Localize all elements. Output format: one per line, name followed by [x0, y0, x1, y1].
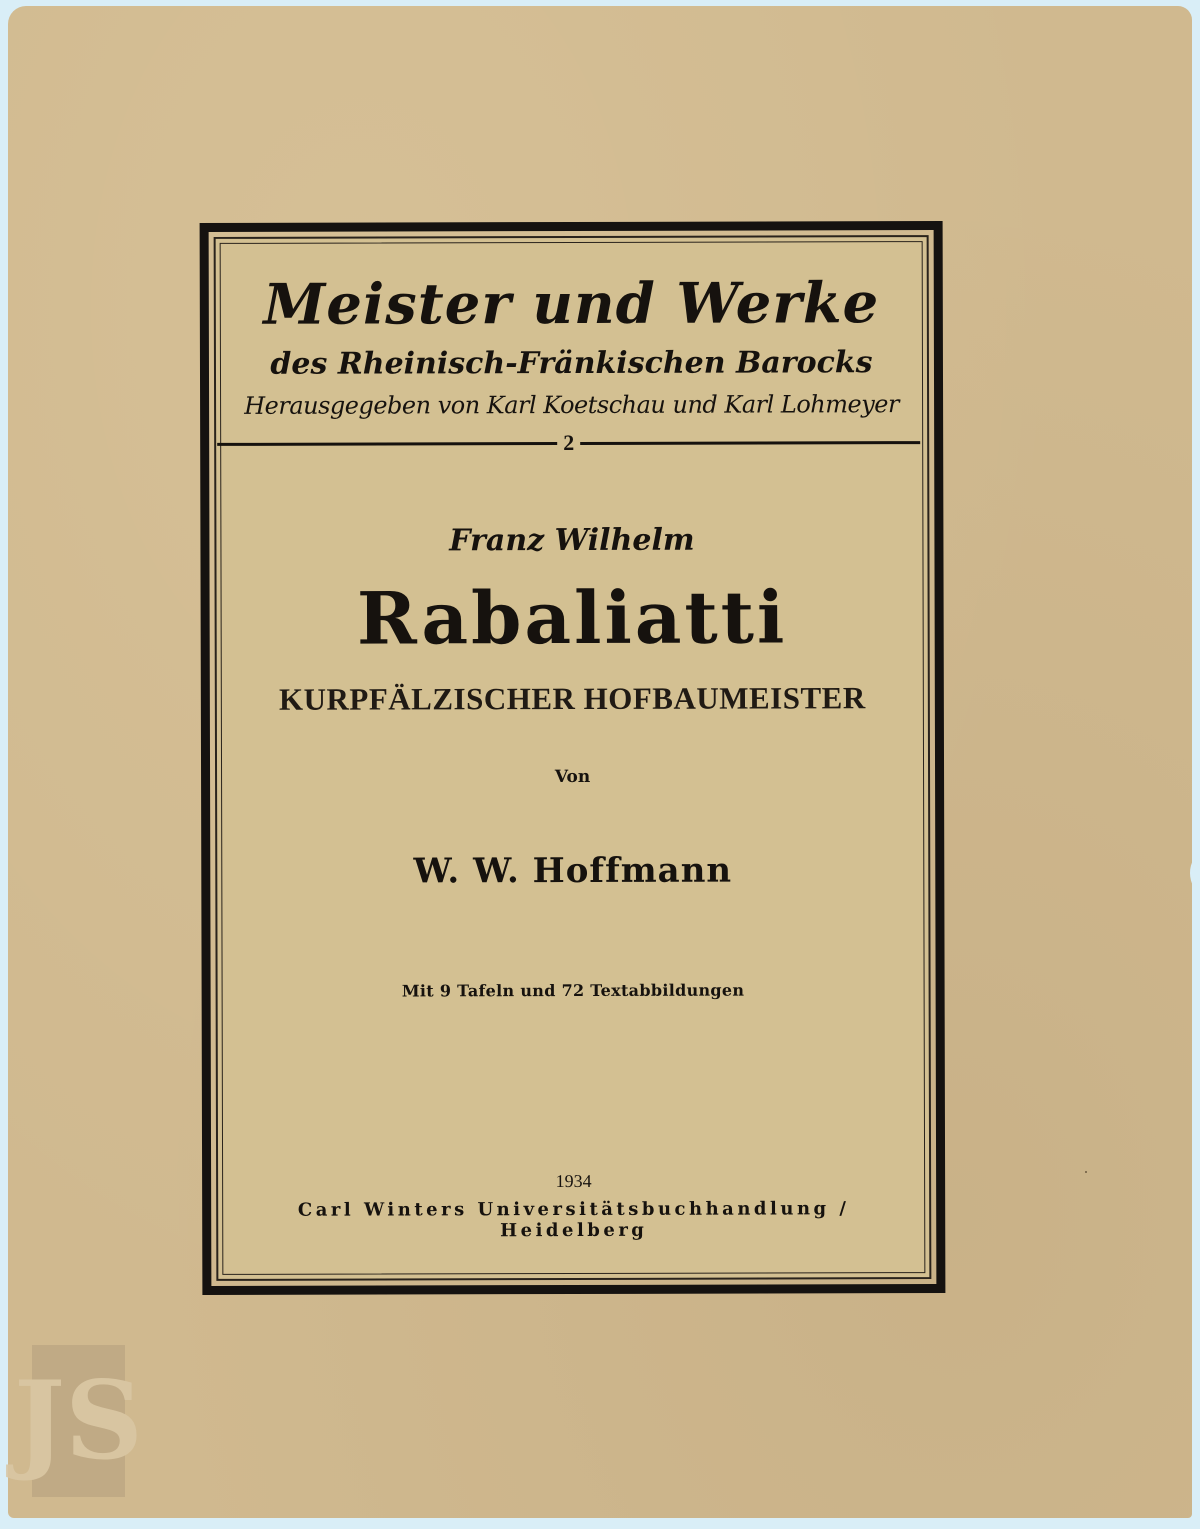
logo-text: JS [13, 1358, 144, 1484]
paper-speck [1085, 1171, 1087, 1173]
editors-line: Herausgegeben von Karl Koetschau und Karl Lohmeyer [244, 390, 899, 420]
subject-surname: Rabaliatti [356, 574, 788, 661]
volume-divider [217, 429, 920, 456]
series-title: Meister und Werke [263, 270, 880, 338]
frame-double-rule [214, 235, 932, 1281]
divider-rule-left [217, 442, 557, 446]
by-label: Von [554, 766, 591, 788]
publication-year: 1934 [555, 1170, 592, 1192]
publisher-line: Carl Winters Universitätsbuchhandlung / Heidelberg [297, 1198, 850, 1242]
divider-rule-right [580, 441, 920, 445]
js-monogram-logo-icon [13, 1345, 144, 1497]
cover-content [221, 242, 925, 1274]
series-subtitle: des Rheinisch-Fränkischen Barocks [270, 345, 873, 382]
author-name: W. W. Hoffmann [413, 850, 733, 892]
volume-number: 2 [563, 429, 575, 456]
subject-first-names: Franz Wilhelm [449, 522, 695, 559]
cover-frame [200, 221, 946, 1295]
page-edge-notch [1190, 854, 1200, 892]
frame-inner-rule [220, 241, 926, 1275]
subject-role: KURPFÄLZISCHER HOFBAUMEISTER [278, 680, 866, 717]
illustrations-note: Mit 9 Tafeln und 72 Textabbildungen [401, 980, 745, 1001]
book-cover-page [8, 6, 1192, 1518]
